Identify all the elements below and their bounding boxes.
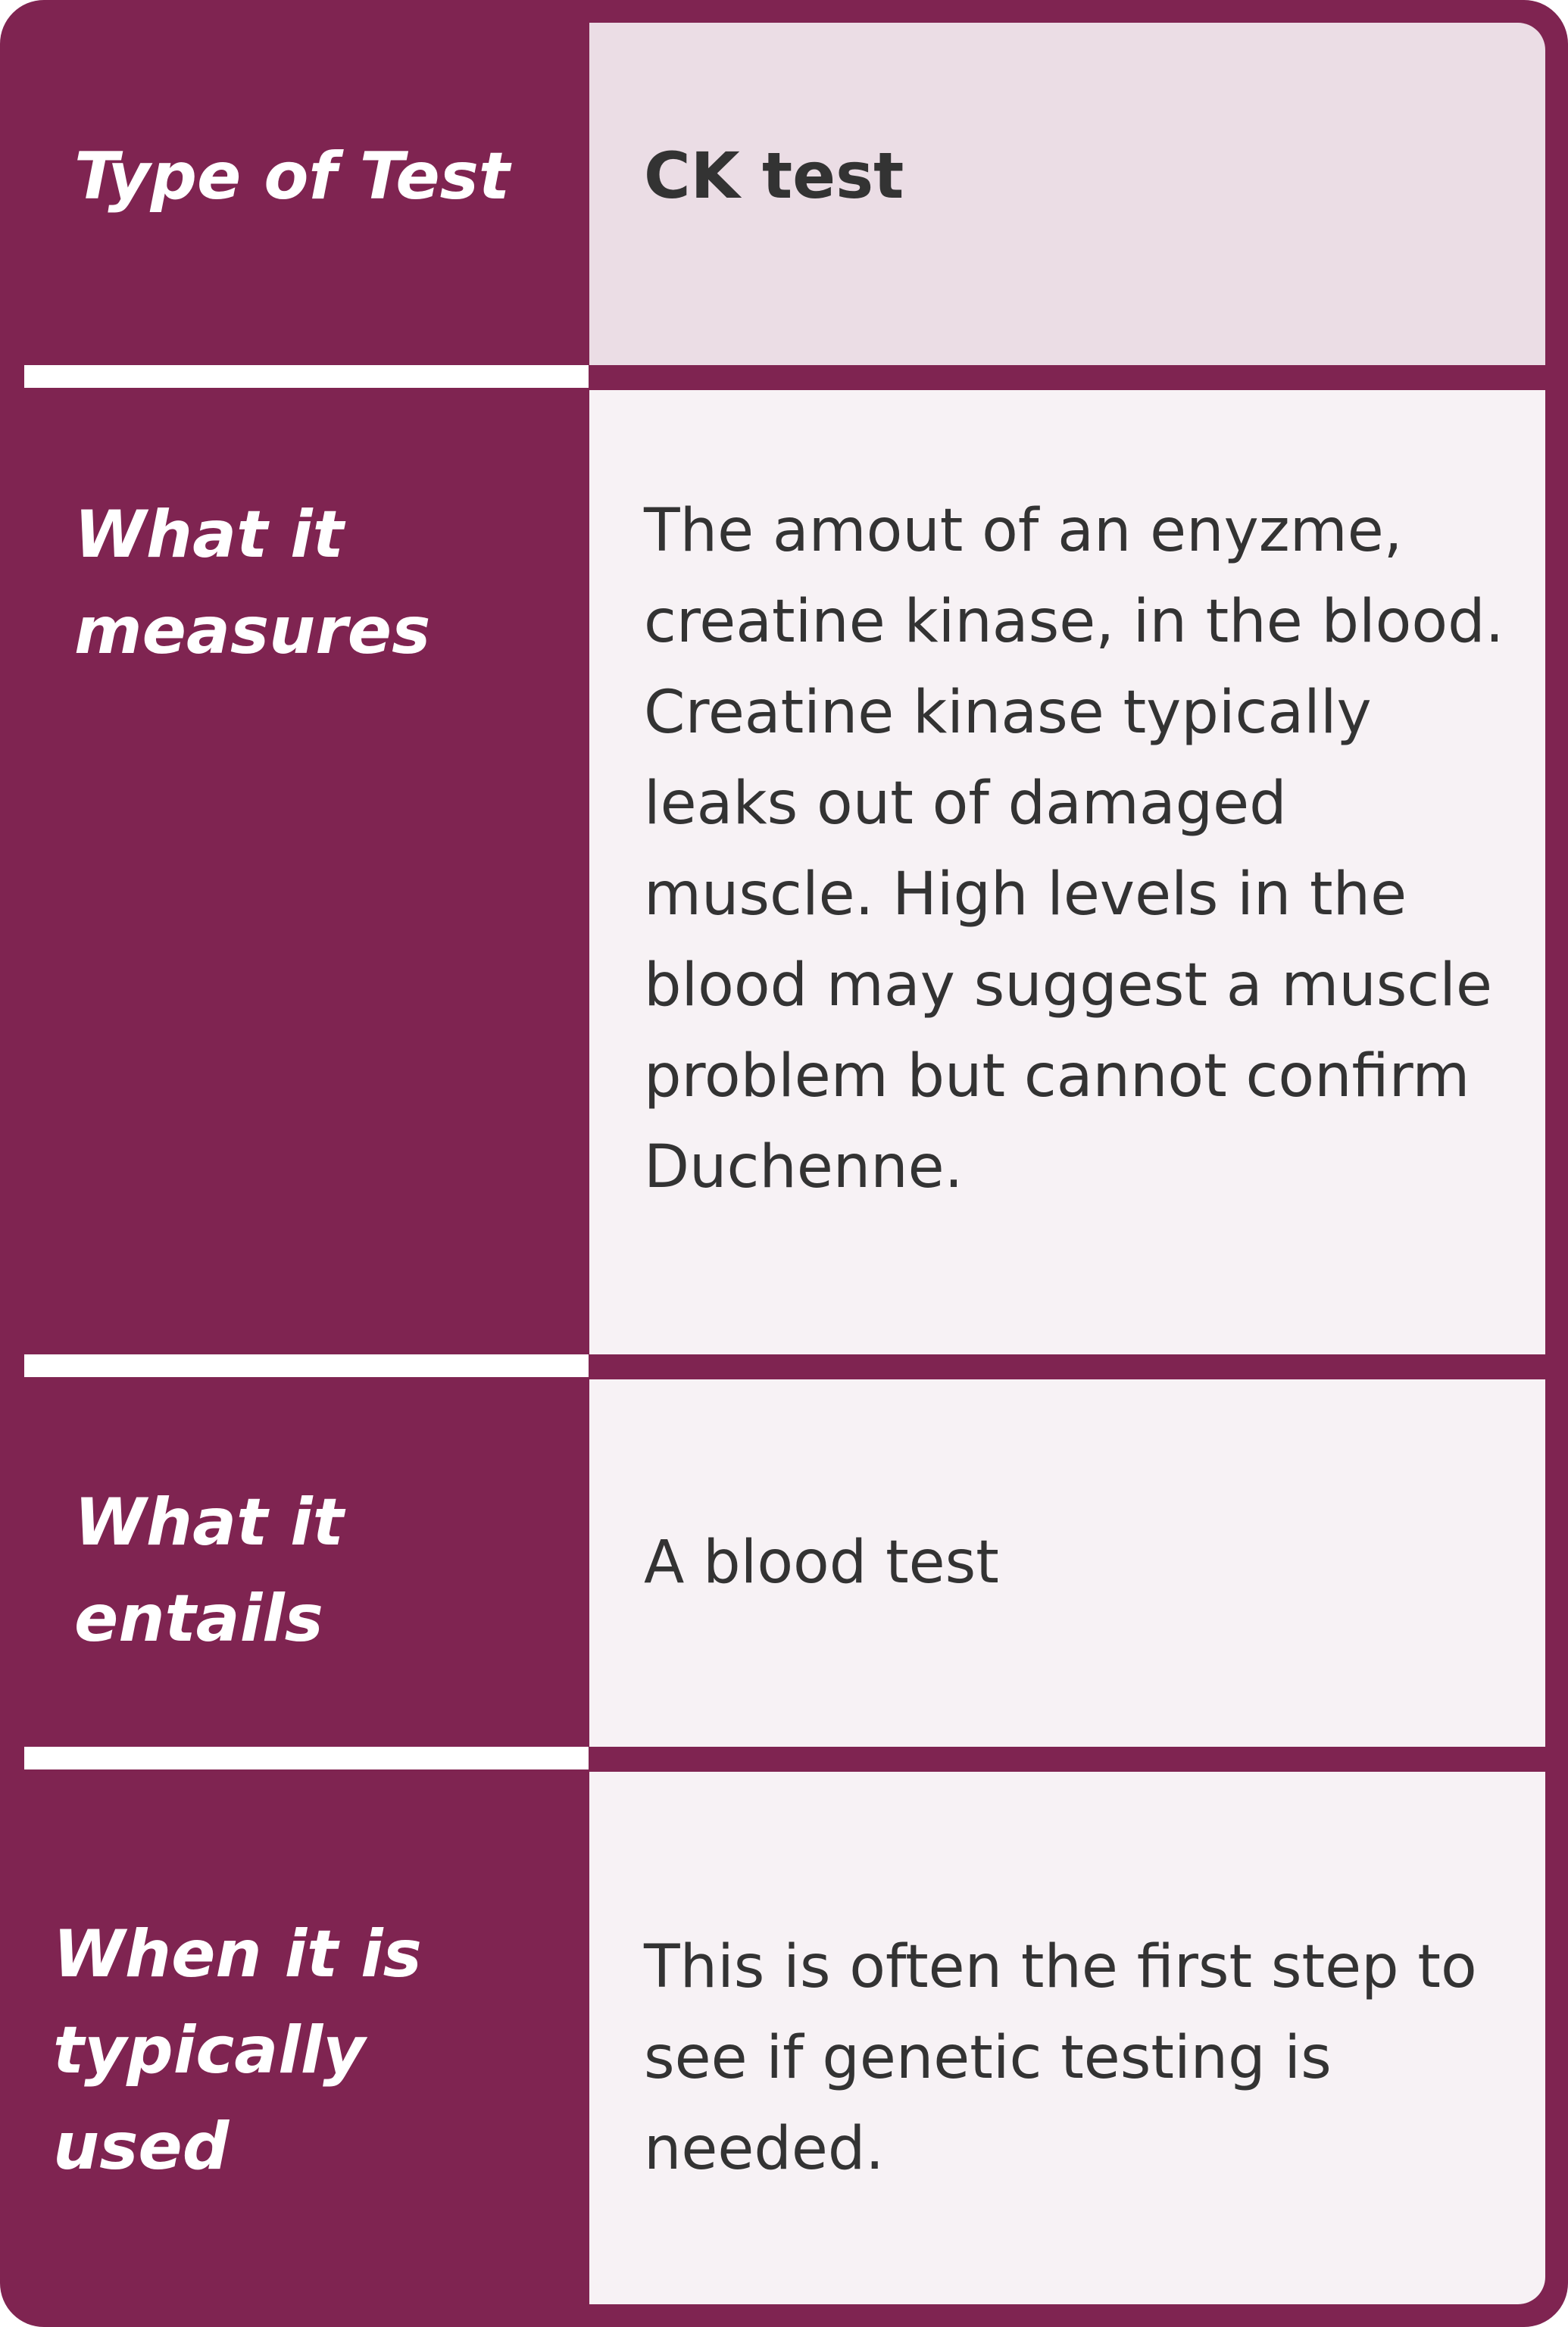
- value-cell: [589, 23, 1545, 365]
- row-value-what-it-entails: A blood test: [644, 1529, 999, 1597]
- value-cell: [589, 390, 1545, 1354]
- row-what-it-measures: [0, 390, 1568, 1354]
- row-when-typically-used: [0, 1772, 1568, 2304]
- row-value-ck-test: CK test: [644, 139, 904, 213]
- row-label-what-it-entails: What it entails: [74, 1485, 344, 1657]
- row-divider: [24, 365, 589, 388]
- label-cell: [0, 390, 588, 1354]
- value-cell: [589, 1772, 1545, 2304]
- row-label-what-it-measures: What it measures: [74, 497, 431, 669]
- label-cell: [0, 1772, 588, 2304]
- label-cell: [0, 1379, 588, 1747]
- value-cell: [589, 1379, 1545, 1747]
- row-what-it-entails: [0, 1379, 1568, 1747]
- row-type-of-test: [0, 23, 1568, 365]
- row-label-when-typically-used: When it is typically used: [53, 1916, 422, 2185]
- row-divider: [24, 1354, 589, 1377]
- row-value-when-typically-used: This is often the first step to see if genetic testing is needed.: [644, 1933, 1477, 2183]
- row-label-type-of-test: Type of Test: [74, 139, 510, 214]
- label-cell: [0, 23, 588, 365]
- row-value-what-it-measures: The amout of an enyzme, creatine kinase, in the blood. Creatine kinase typically leaks out of damaged muscle. High levels in the blood may suggest a muscle problem but cannot confirm Duchenne.: [644, 497, 1504, 1201]
- row-divider: [24, 1747, 589, 1769]
